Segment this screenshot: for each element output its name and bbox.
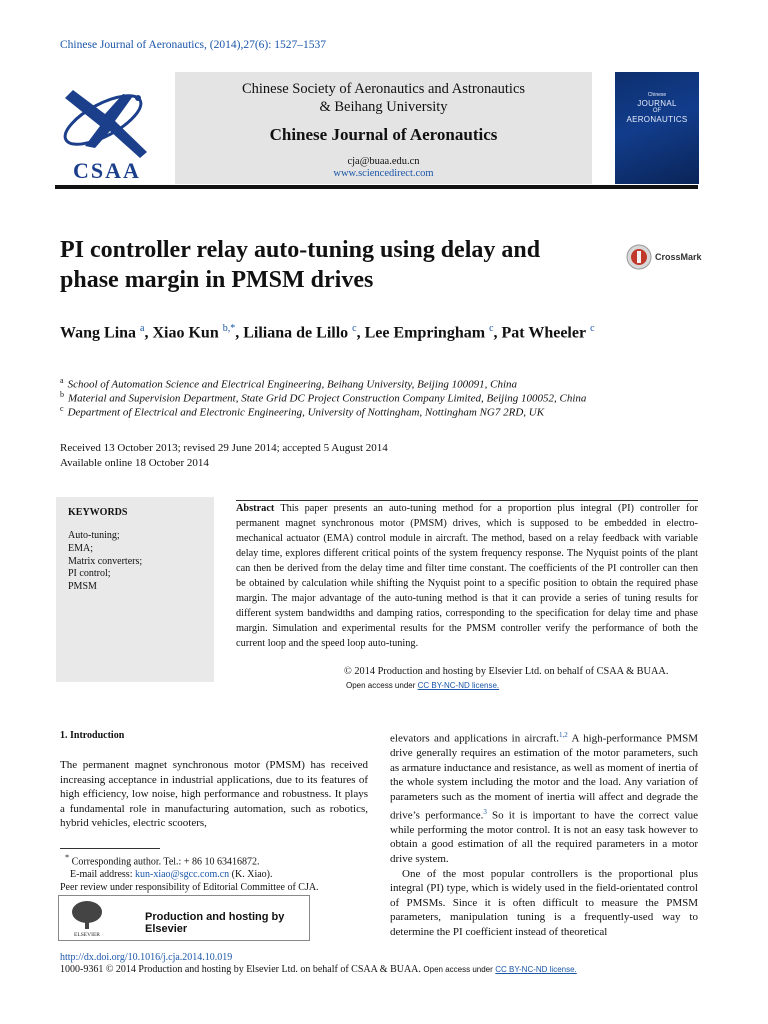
paper-title: PI controller relay auto-tuning using delay and phase margin in PMSM drives — [60, 237, 541, 293]
issn-copyright-line: 1000-9361 © 2014 Production and hosting by Elsevier Ltd. on behalf of CSAA & BUAA. Open access under CC BY-NC-ND license. — [60, 964, 577, 975]
journal-citation[interactable]: Chinese Journal of Aeronautics, (2014),27(6): 1527–1537 — [60, 39, 327, 51]
journal-cover-image — [615, 72, 699, 184]
corresponding-author-note: * Corresponding author. Tel.: + 86 10 63416872. — [65, 853, 260, 868]
keyword-item: Matrix converters; — [68, 555, 143, 567]
abstract-text: This paper presents an auto-tuning method for a proportion plus integral (PI) controller for permanent magnet synchronous motor (PMSM) drives, which is supposed to be embedded in electro-mechanical actuator (EMA) control module in aircraft. The method, based on a relay feedback with variable delay time, explores different critical points of the system frequency response. The Nyquist points of the plant can then be derived from the delay time and filter time constant. The coefficients of the PI controller can then be obtained by calculation while shifting the Nyquist point to a specific position to obtain the required phase margin. The major advantage of the auto-tuning method is that it can provide a series of tuning results for different system bandwidths and damping ratios, corresponding to the specification for delay time and phase margin. Simulation and experimental results for the PMSM controller verify the performance of both the current loop and the speed loop auto-tuning. — [236, 503, 698, 649]
author-affiliation-ref[interactable]: b,* — [222, 323, 236, 334]
open-access-notice: Open access under CC BY-NC-ND license. — [346, 681, 500, 690]
author-name: Wang Lina — [60, 324, 137, 342]
author-affiliation-ref[interactable]: c — [352, 323, 357, 334]
email-link[interactable]: kun-xiao@sgcc.com.cn — [134, 869, 230, 881]
journal-url-link[interactable]: www.sciencedirect.com — [333, 168, 434, 179]
footnote-divider — [60, 848, 160, 849]
affiliation: $^b$ Material and Supervision Department, State Grid DC Project Construction Company Limited, Beijing 100052, China — [60, 390, 587, 405]
cover-aeronautics-text: AERONAUTICS — [626, 115, 688, 124]
elsevier-production-box — [58, 895, 310, 941]
keyword-item: PI control; — [68, 568, 111, 580]
citation-ref[interactable]: 1,2 — [559, 731, 568, 739]
author-list: Wang Lina $^a$, Xiao Kun $^{b,*}$, Liliana de Lillo $^c$, Lee Empringham $^c$, Pat Wheeler $^c$ — [60, 323, 595, 342]
author-affiliation-ref[interactable]: c — [590, 323, 595, 334]
abstract-copyright: © 2014 Production and hosting by Elsevier Ltd. on behalf of CSAA & BUAA. — [344, 666, 669, 677]
keyword-item: PMSM — [68, 581, 97, 593]
keywords-heading: KEYWORDS — [68, 507, 128, 518]
publisher-band — [175, 72, 592, 184]
cover-of-text: OF — [652, 108, 662, 114]
keywords-box — [56, 497, 214, 682]
crossmark-badge[interactable] — [626, 244, 706, 270]
author-affiliation-ref[interactable]: c — [489, 323, 494, 334]
author-name: Lee Empringham — [364, 324, 486, 342]
journal-email: cja@buaa.edu.cn — [347, 156, 420, 167]
affiliation: $^a$ School of Automation Science and Electrical Engineering, Beihang University, Beijing 100091, China — [60, 376, 518, 391]
license-link[interactable]: CC BY-NC-ND license. — [417, 681, 500, 690]
article-dates — [60, 441, 388, 471]
received-dates: Received 13 October 2013; revised 29 June 2014; accepted 5 August 2014 — [60, 442, 388, 454]
cover-journal-text: JOURNAL — [637, 99, 677, 108]
available-online-date: Available online 18 October 2014 — [60, 457, 209, 469]
citation-ref[interactable]: 3 — [483, 807, 487, 816]
crossmark-icon — [626, 244, 652, 270]
author-affiliation-ref[interactable]: a — [140, 323, 145, 334]
affiliation: $^c$ Department of Electrical and Electronic Engineering, University of Nottingham, Nottingham NG7 2RD, UK — [60, 404, 545, 419]
keyword-item: Auto-tuning; — [68, 530, 120, 541]
body-text-left-column: The permanent magnet synchronous motor (PMSM) has received increasing acceptance in industrial applications, due to its features of high efficiency, low noise, high performance and robustness. It plays a fundamental role in manufacturing automation, such as robotics, hybrid vehicles, electric scooters, — [60, 759, 368, 830]
footnotes — [60, 851, 319, 894]
society-name-line2: & Beihang University — [319, 99, 448, 115]
csaa-logo — [55, 76, 160, 186]
abstract — [236, 501, 698, 651]
keyword-item: EMA; — [68, 542, 93, 554]
keywords-list — [68, 530, 142, 594]
crossmark-label: CrossMark — [655, 252, 702, 262]
elsevier-label: ELSEVIER — [74, 932, 100, 937]
peer-review-note: Peer review under responsibility of Editorial Committee of CJA. — [60, 882, 319, 894]
body-text-right-column — [390, 728, 698, 940]
elsevier-tree-logo — [67, 899, 107, 937]
paragraph: One of the most popular controllers is the proportional plus integral (PI) type, which is widely used in the field-orientated control of PMSMs. Since it is often difficult to measure the PMSM parameters, manipulation tuning is a frequently-used way to determine the PI coefficient instead of theoretical — [390, 867, 698, 939]
abstract-heading: Abstract — [236, 503, 275, 514]
section-heading-introduction: 1. Introduction — [60, 730, 125, 741]
paragraph: elevators and applications in aircraft.$^{1,2}$ A high-performance PMSM drive generally requires an estimation of the motor parameters, such as armature inductance and resistance, as well as moment of inertia of the whole system including the motor and the load. Any variation of parameters such as the moment of inertia will affect and degrade the drive’s performance.$^3$ So it is important to have the correct value while performing the motor control. It is not an easy task however to obtain a good estimation of all the required parameters in a motor drive system. — [390, 731, 699, 866]
author-name: Pat Wheeler — [501, 324, 587, 342]
email-note: E-mail address: kun-xiao@sgcc.com.cn (K. Xiao). — [70, 869, 273, 881]
doi-link[interactable]: http://dx.doi.org/10.1016/j.cja.2014.10.019 — [60, 952, 233, 963]
logo-text: CSAA — [73, 158, 141, 183]
author-name: Liliana de Lillo — [243, 324, 349, 342]
header-divider — [55, 185, 698, 189]
journal-title: Chinese Journal of Aeronautics — [269, 125, 498, 144]
author-name: Xiao Kun — [152, 324, 219, 342]
footer-license-link[interactable]: CC BY-NC-ND license. — [495, 965, 577, 974]
cover-small-text: Chinese — [647, 92, 667, 98]
production-text: Production and hosting by Elsevier — [145, 911, 285, 935]
society-name-line1: Chinese Society of Aeronautics and Astronautics — [241, 81, 526, 97]
